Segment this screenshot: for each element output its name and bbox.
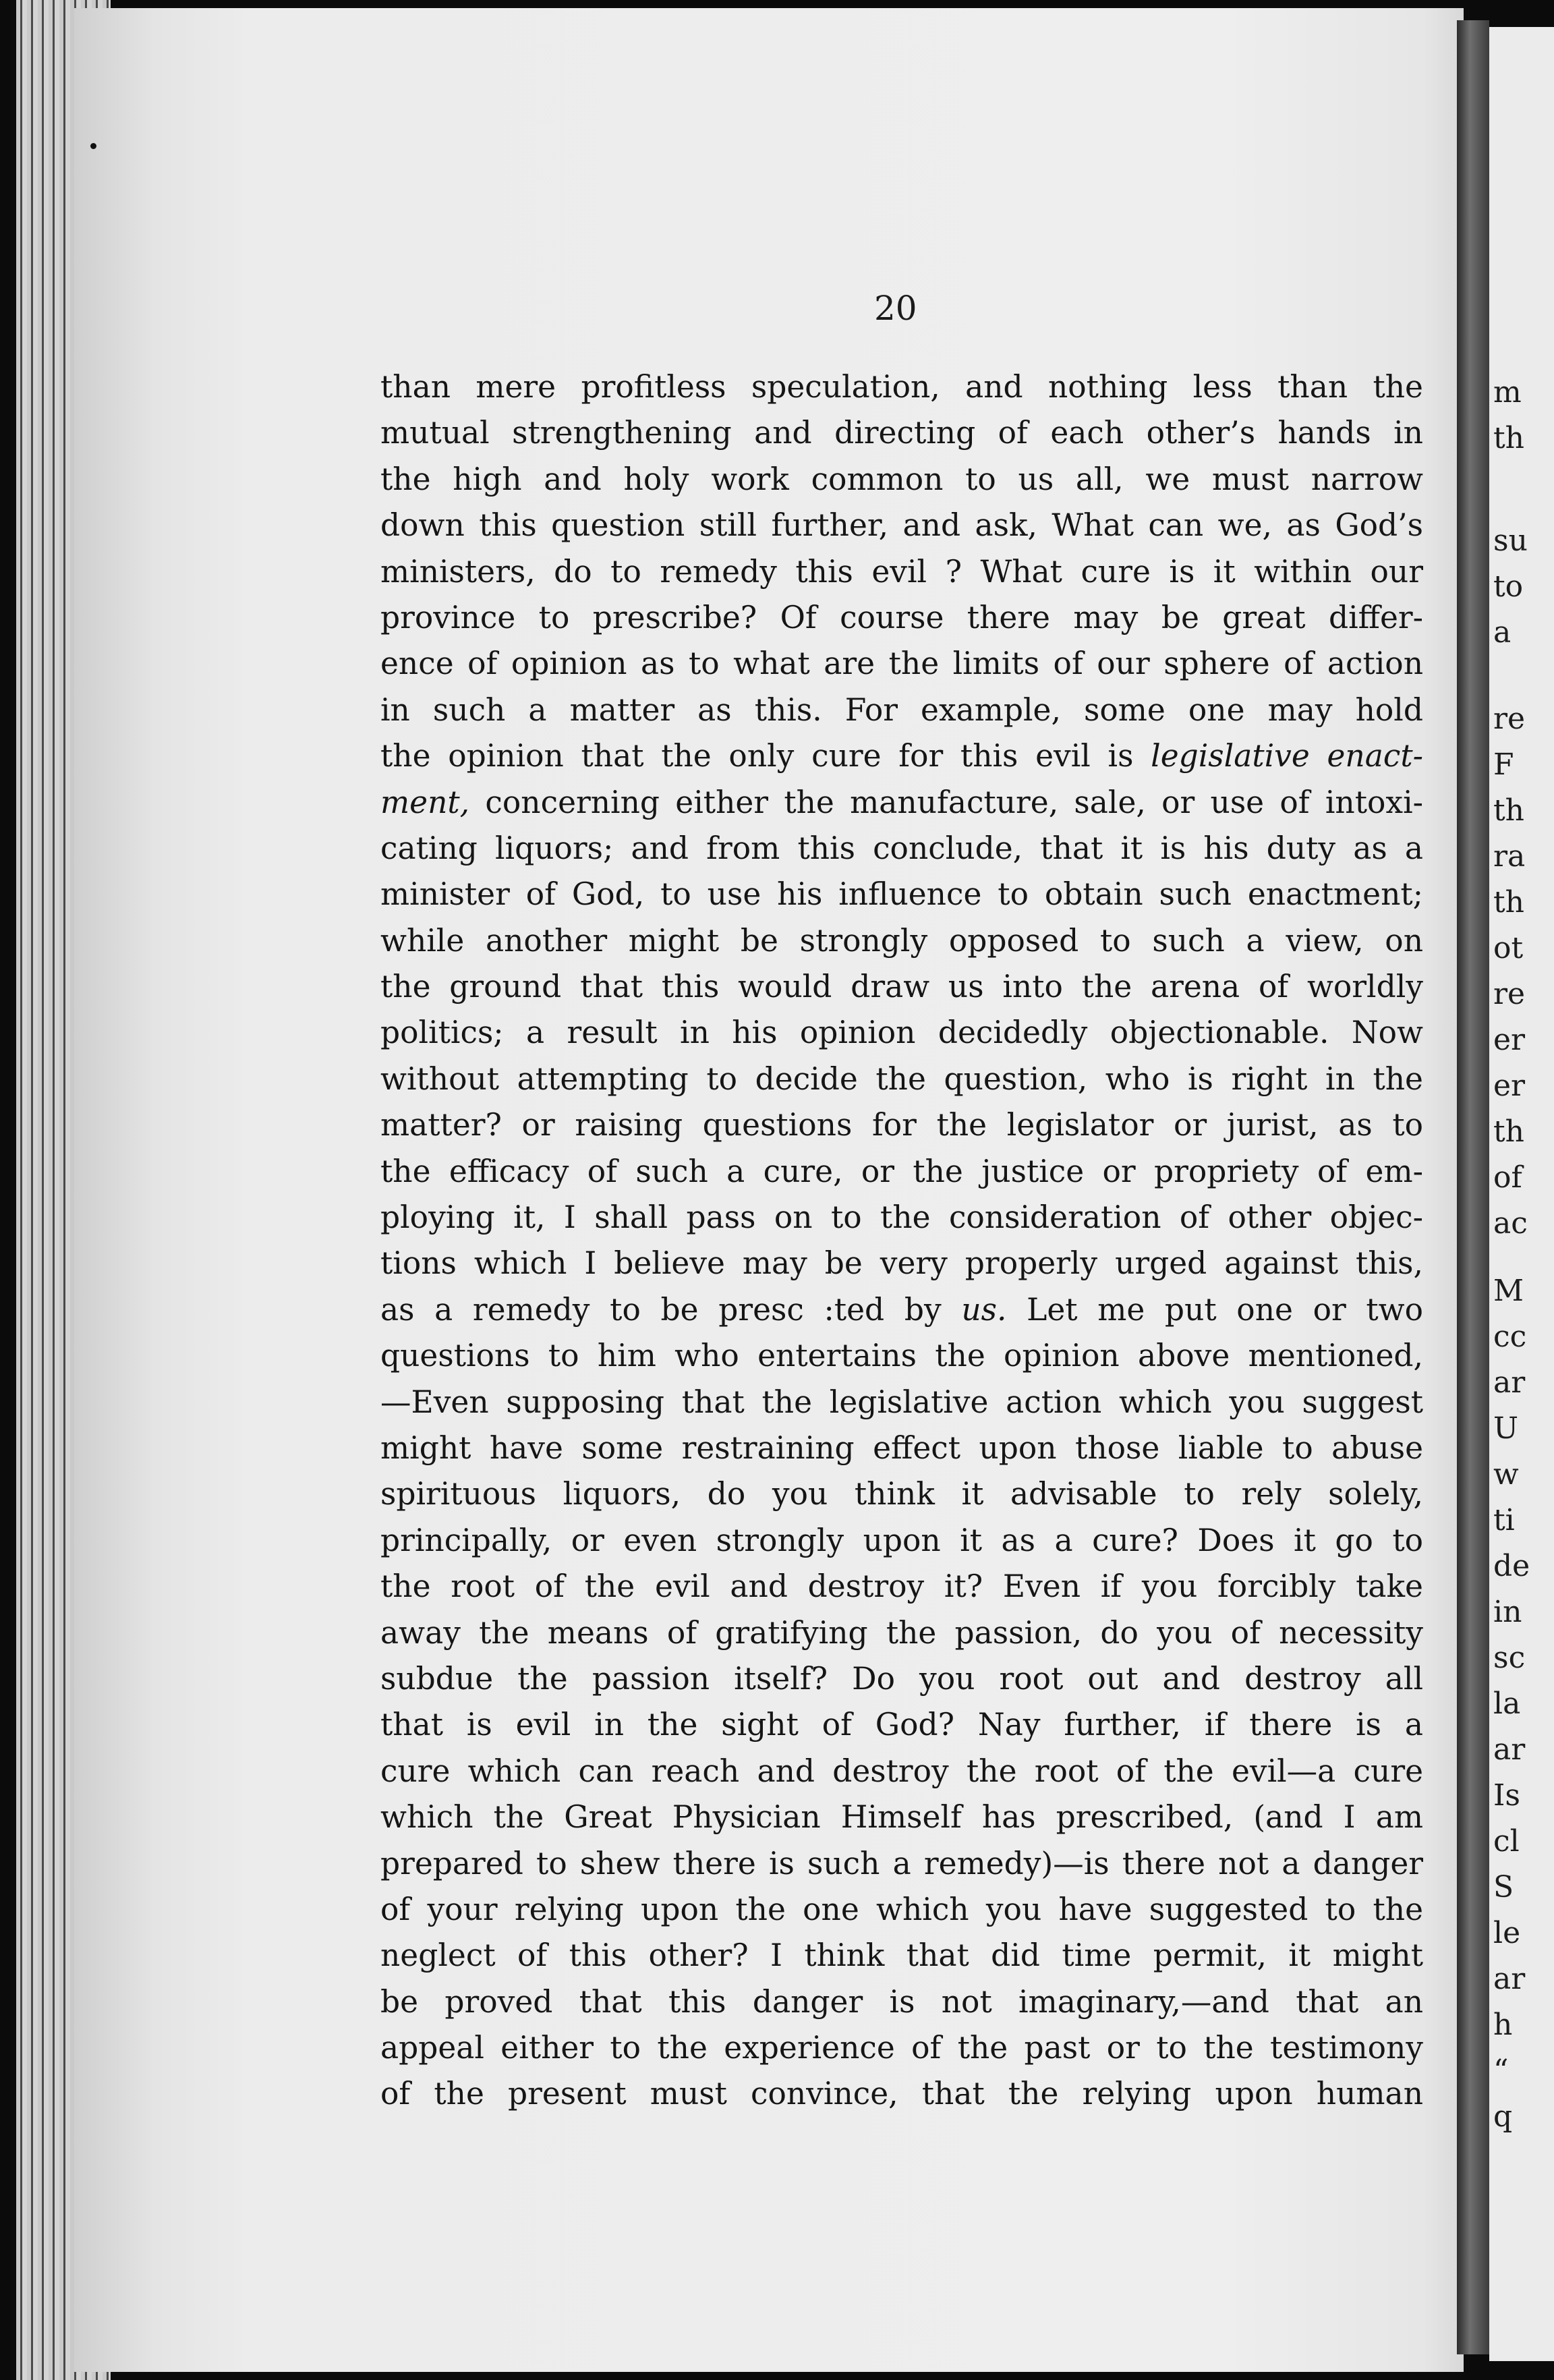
adjacent-page-fragment: “ bbox=[1493, 2053, 1509, 2088]
text-line-content: cating liquors; and from this conclude, that it is his duty as a bbox=[380, 830, 1423, 866]
text-line-content: of your relying upon the one which you have suggested to the bbox=[380, 1891, 1423, 1927]
text-line bbox=[380, 1010, 1423, 1056]
text-line-content: down this question still further, and ask, What can we, as God’s bbox=[380, 507, 1423, 544]
adjacent-page-fragment: le bbox=[1493, 1916, 1521, 1950]
text-line bbox=[380, 1149, 1423, 1195]
text-line-content: tions which I believe may be very properly urged against this, bbox=[380, 1245, 1423, 1282]
text-line bbox=[380, 503, 1423, 548]
adjacent-page-fragment: ac bbox=[1493, 1206, 1528, 1241]
text-line bbox=[380, 2025, 1423, 2071]
text-line bbox=[380, 1887, 1423, 1933]
text-line-content: the ground that this would draw us into the arena of worldly bbox=[380, 969, 1423, 1005]
text-line-content: the opinion that the only cure for this evil is bbox=[380, 738, 1134, 774]
text-line bbox=[380, 733, 1423, 779]
adjacent-page-fragment: h bbox=[1493, 2008, 1513, 2042]
text-line-content: neglect of this other? I think that did time permit, it might bbox=[380, 1937, 1423, 1974]
adjacent-page-fragment: cc bbox=[1493, 1320, 1527, 1354]
adjacent-page-fragment: cl bbox=[1493, 1824, 1520, 1859]
text-line bbox=[380, 595, 1423, 641]
page-number: 20 bbox=[874, 289, 917, 328]
text-line bbox=[380, 1425, 1423, 1471]
adjacent-page-fragment: re bbox=[1493, 702, 1526, 736]
adjacent-page-fragment: th bbox=[1493, 885, 1525, 919]
text-line bbox=[380, 1749, 1423, 1794]
adjacent-page-fragment: U bbox=[1493, 1411, 1519, 1446]
adjacent-page-fragment: su bbox=[1493, 523, 1528, 558]
text-line-content: which the Great Physician Himself has prescribed, (and I am bbox=[380, 1799, 1423, 1836]
adjacent-page-fragment: th bbox=[1493, 793, 1525, 828]
text-line bbox=[380, 1933, 1423, 1979]
adjacent-page-fragment: er bbox=[1493, 1023, 1526, 1057]
text-line-content: cure which can reach and destroy the root of the evil—a cure bbox=[380, 1753, 1423, 1789]
adjacent-page-fragment: ot bbox=[1493, 931, 1524, 965]
text-line bbox=[380, 1794, 1423, 1840]
text-line bbox=[380, 1518, 1423, 1564]
text-line-content: the efficacy of such a cure, or the justice or propriety of em- bbox=[380, 1153, 1423, 1189]
text-line bbox=[380, 641, 1423, 687]
text-line-content: in such a matter as this. For example, some one may hold bbox=[380, 691, 1423, 728]
text-line-content: mutual strengthening and directing of each other’s hands in bbox=[380, 415, 1423, 451]
adjacent-page-fragment: th bbox=[1493, 421, 1525, 455]
text-line-content: Let me put one or two bbox=[1027, 1291, 1424, 1328]
text-line bbox=[380, 364, 1423, 410]
text-line-content: away the means of gratifying the passion, do you of necessity bbox=[380, 1614, 1423, 1651]
text-line-content: —Even supposing that the legislative action which you suggest bbox=[380, 1384, 1423, 1420]
body-text bbox=[380, 364, 1423, 2118]
text-line bbox=[380, 918, 1423, 964]
adjacent-page-fragment: S bbox=[1493, 1870, 1514, 1904]
text-line-content: province to prescribe? Of course there may be great differ- bbox=[380, 599, 1423, 635]
adjacent-page-fragment: q bbox=[1493, 2099, 1513, 2134]
italic-word: us. bbox=[961, 1291, 1007, 1328]
text-line bbox=[380, 826, 1423, 872]
italic-phrase: ment, bbox=[380, 784, 470, 820]
text-line bbox=[380, 1287, 1423, 1333]
adjacent-page-fragment: ar bbox=[1493, 1732, 1526, 1767]
adjacent-page-edge bbox=[1489, 27, 1554, 2361]
text-line bbox=[380, 1380, 1423, 1425]
adjacent-page-fragment: sc bbox=[1493, 1641, 1526, 1675]
text-line-content: might have some restraining effect upon those liable to abuse bbox=[380, 1429, 1423, 1466]
text-line-content: subdue the passion itself? Do you root out and destroy all bbox=[380, 1660, 1423, 1697]
text-line-content: while another might be strongly opposed to such a view, on bbox=[380, 922, 1423, 959]
text-line-content: the high and holy work common to us all, we must narrow bbox=[380, 461, 1423, 497]
text-line bbox=[380, 1702, 1423, 1748]
text-line-content: ence of opinion as to what are the limits of our sphere of action bbox=[380, 646, 1423, 682]
text-line bbox=[380, 1102, 1423, 1148]
text-line bbox=[380, 872, 1423, 917]
text-line-content: principally, or even strongly upon it as a cure? Does it go to bbox=[380, 1522, 1423, 1558]
italic-phrase: legislative enact- bbox=[1151, 738, 1423, 774]
book-gutter bbox=[1457, 20, 1489, 2354]
text-line-content: minister of God, to use his influence to obtain such enactment; bbox=[380, 876, 1423, 913]
adjacent-page-fragment: a bbox=[1493, 615, 1512, 650]
adjacent-page-fragment: in bbox=[1493, 1595, 1522, 1629]
text-line-content: questions to him who entertains the opinion above mentioned, bbox=[380, 1338, 1423, 1374]
adjacent-page-fragment: F bbox=[1493, 747, 1514, 782]
text-line bbox=[380, 964, 1423, 1010]
dust-speck bbox=[90, 143, 96, 149]
text-line-content: without attempting to decide the question, who is right in the bbox=[380, 1060, 1423, 1097]
text-line bbox=[380, 1979, 1423, 2025]
text-line-content: matter? or raising questions for the legislator or jurist, as to bbox=[380, 1107, 1423, 1143]
adjacent-page-fragment: w bbox=[1493, 1457, 1519, 1492]
text-line-content: appeal either to the experience of the past or to the testimony bbox=[380, 2030, 1423, 2066]
text-line bbox=[380, 1056, 1423, 1102]
adjacent-page-fragment: m bbox=[1493, 375, 1522, 409]
text-line-content: than mere profitless speculation, and nothing less than the bbox=[380, 369, 1423, 405]
text-line bbox=[380, 457, 1423, 503]
text-line-content: ploying it, I shall pass on to the consideration of other objec- bbox=[380, 1199, 1423, 1236]
adjacent-page-fragment: th bbox=[1493, 1114, 1525, 1149]
adjacent-page-fragment: ar bbox=[1493, 1962, 1526, 1996]
adjacent-page-fragment: of bbox=[1493, 1160, 1522, 1195]
text-line bbox=[380, 687, 1423, 733]
adjacent-page-fragment: ti bbox=[1493, 1503, 1515, 1537]
adjacent-page-fragment: er bbox=[1493, 1069, 1526, 1103]
text-line bbox=[380, 1656, 1423, 1702]
adjacent-page-fragment: re bbox=[1493, 977, 1526, 1011]
text-line bbox=[380, 1333, 1423, 1379]
text-line bbox=[380, 1841, 1423, 1887]
text-line-content: the root of the evil and destroy it? Even if you forcibly take bbox=[380, 1568, 1423, 1605]
adjacent-page-fragment: to bbox=[1493, 569, 1524, 604]
text-line-content: as a remedy to be presc :ted by bbox=[380, 1291, 942, 1328]
text-line-content: concerning either the manufacture, sale, or use of intoxi- bbox=[485, 784, 1423, 820]
text-line bbox=[380, 1241, 1423, 1286]
adjacent-page-fragment: ra bbox=[1493, 839, 1526, 874]
text-line-content: prepared to shew there is such a remedy)—is there not a danger bbox=[380, 1845, 1423, 1881]
text-line bbox=[380, 1610, 1423, 1656]
text-line-content: of the present must convince, that the relying upon human bbox=[380, 2076, 1423, 2112]
adjacent-page-fragment: de bbox=[1493, 1549, 1530, 1583]
text-line bbox=[380, 1471, 1423, 1517]
adjacent-page-fragment: la bbox=[1493, 1687, 1521, 1721]
text-line bbox=[380, 780, 1423, 826]
text-line-content: spirituous liquors, do you think it advisable to rely solely, bbox=[380, 1476, 1423, 1512]
text-line-content: be proved that this danger is not imaginary,—and that an bbox=[380, 1983, 1423, 2020]
text-line-content: that is evil in the sight of God? Nay further, if there is a bbox=[380, 1707, 1423, 1743]
adjacent-page-fragment: M bbox=[1493, 1274, 1524, 1308]
text-line bbox=[380, 410, 1423, 456]
text-line bbox=[380, 549, 1423, 595]
text-line bbox=[380, 1564, 1423, 1610]
text-line bbox=[380, 1195, 1423, 1241]
text-line-content: ministers, do to remedy this evil ? What cure is it within our bbox=[380, 553, 1423, 590]
text-line-content: politics; a result in his opinion decidedly objectionable. Now bbox=[380, 1015, 1423, 1051]
adjacent-page-fragment: ar bbox=[1493, 1365, 1526, 1400]
text-line bbox=[380, 2071, 1423, 2117]
adjacent-page-fragment: Is bbox=[1493, 1778, 1520, 1813]
